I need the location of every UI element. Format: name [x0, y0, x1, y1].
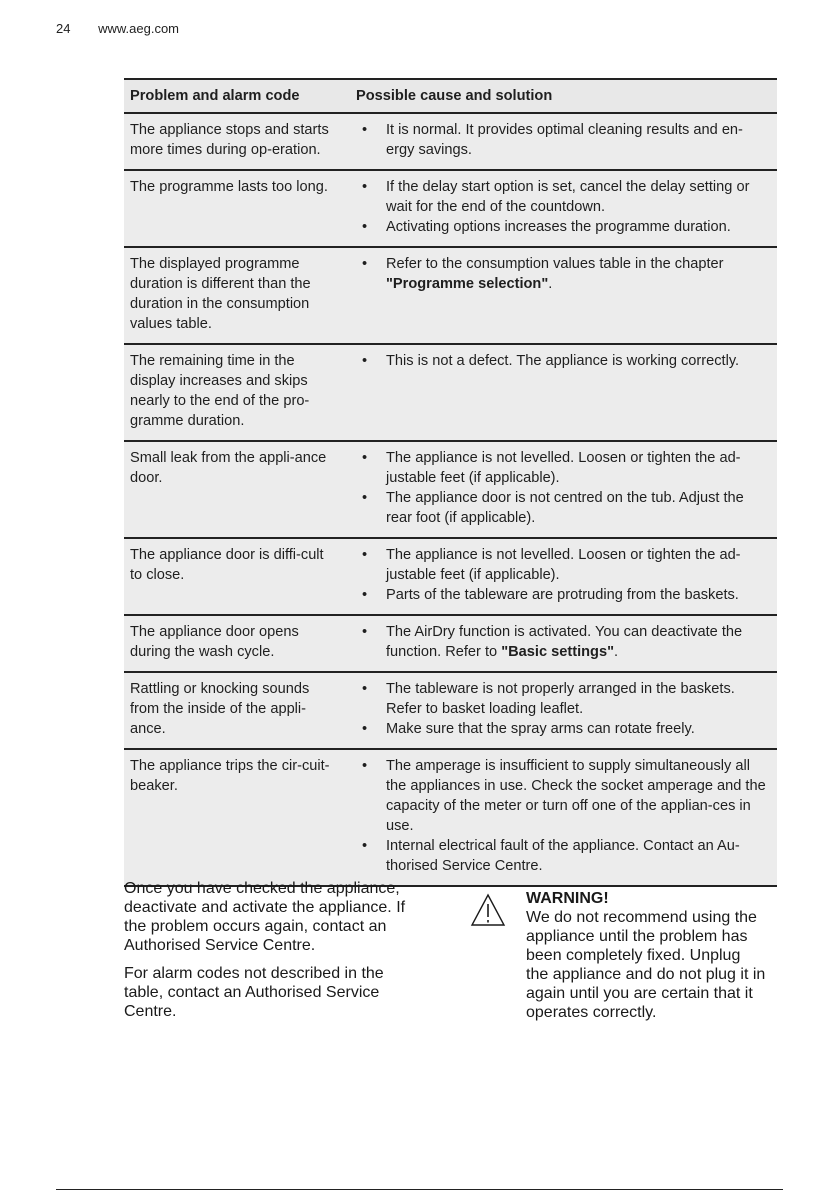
solution-text: Activating options increases the programme duration.	[386, 219, 731, 235]
solution-text: Parts of the tableware are protruding from the baskets.	[386, 587, 739, 603]
solution-text: The amperage is insufficient to supply simultaneously all the appliances in use. Check the socket amperage and the capacity of the meter or turn off one of the applian-ces in use.	[386, 758, 766, 834]
chapter-reference: "Basic settings"	[501, 644, 614, 660]
table-row	[124, 113, 777, 170]
solution-item	[362, 719, 771, 739]
solution-text: The tableware is not properly arranged in the baskets. Refer to basket loading leaflet.	[386, 681, 735, 717]
solution-list	[346, 622, 771, 662]
solution-item	[362, 585, 771, 605]
solution-cell	[340, 615, 777, 672]
warning-text: We do not recommend using the appliance until the problem has been completely fixed. Unplug the appliance and do not plug it in again until you are certain that it operates correctly.	[526, 909, 766, 1021]
solution-cell	[340, 113, 777, 170]
warning-box	[526, 889, 766, 1022]
solution-text: If the delay start option is set, cancel the delay setting or wait for the end of the countdown.	[386, 179, 750, 215]
table-row	[124, 344, 777, 441]
table-header-row	[124, 79, 777, 113]
solution-cell	[340, 672, 777, 749]
alarm-codes-paragraph: For alarm codes not described in the table, contact an Authorised Service Centre.	[124, 965, 384, 1020]
solution-cell	[340, 247, 777, 344]
solution-list	[346, 756, 771, 876]
solution-item	[362, 756, 771, 836]
solution-text: The appliance is not levelled. Loosen or tighten the ad-justable feet (if applicable).	[386, 450, 741, 486]
solution-list	[346, 679, 771, 739]
warning-title: WARNING!	[526, 890, 609, 907]
table-row	[124, 247, 777, 344]
page-number: 24	[56, 21, 71, 36]
solution-item	[362, 351, 771, 371]
table-row	[124, 672, 777, 749]
solution-cell	[340, 344, 777, 441]
solution-cell	[340, 170, 777, 247]
solution-text: It is normal. It provides optimal cleaning results and en-ergy savings.	[386, 122, 743, 158]
after-check-notes	[124, 879, 424, 1030]
solution-list	[346, 177, 771, 237]
problem-cell: Rattling or knocking sounds from the inside of the appli-ance.	[124, 672, 340, 749]
website-url: www.aeg.com	[98, 21, 180, 36]
table-row	[124, 441, 777, 538]
solution-text: This is not a defect. The appliance is working correctly.	[386, 353, 740, 369]
problem-cell: The remaining time in the display increases and skips nearly to the end of the pro-gramme duration.	[124, 344, 340, 441]
solution-text: Refer to the consumption values table in the chapter	[386, 256, 724, 272]
solution-item	[362, 622, 771, 662]
chapter-reference: "Programme selection"	[386, 276, 549, 292]
solution-text: The appliance is not levelled. Loosen or tighten the ad-justable feet (if applicable).	[386, 547, 741, 583]
solution-text: Make sure that the spray arms can rotate freely.	[386, 721, 695, 737]
solution-cell	[340, 749, 777, 886]
solution-item	[362, 177, 771, 217]
solution-text-end: .	[548, 276, 553, 292]
solution-text: Internal electrical fault of the appliance. Contact an Au-thorised Service Centre.	[386, 838, 740, 874]
solution-text-end: .	[614, 644, 619, 660]
solution-item	[362, 545, 771, 585]
solution-item	[362, 448, 771, 488]
problem-cell: The appliance door opens during the wash cycle.	[124, 615, 340, 672]
solution-item	[362, 217, 771, 237]
solution-item	[362, 488, 771, 528]
page-header	[56, 21, 179, 36]
solution-list	[346, 448, 771, 528]
solution-list	[346, 545, 771, 605]
troubleshooting-table	[124, 78, 777, 887]
problem-cell: The appliance door is diffi-cult to close.	[124, 538, 340, 615]
solution-cell	[340, 538, 777, 615]
problem-cell: The displayed programme duration is different than the duration in the consumption values table.	[124, 247, 340, 344]
check-appliance-paragraph: Once you have checked the appliance, deactivate and activate the appliance. If the problem occurs again, contact an Authorised Service Centre.	[124, 880, 406, 954]
solution-item	[362, 254, 771, 294]
table-row	[124, 615, 777, 672]
solution-cell	[340, 441, 777, 538]
table-row	[124, 170, 777, 247]
table-row	[124, 749, 777, 886]
warning-triangle-icon	[470, 893, 506, 927]
solution-list	[346, 351, 771, 371]
column-header-solution: Possible cause and solution	[340, 79, 777, 113]
problem-cell: Small leak from the appli-ance door.	[124, 441, 340, 538]
table-row	[124, 538, 777, 615]
solution-list	[346, 120, 771, 160]
solution-text: The appliance door is not centred on the tub. Adjust the rear foot (if applicable).	[386, 490, 744, 526]
solution-item	[362, 836, 771, 876]
problem-cell: The programme lasts too long.	[124, 170, 340, 247]
solution-item	[362, 120, 771, 160]
solution-list	[346, 254, 771, 294]
problem-cell: The appliance trips the cir-cuit-beaker.	[124, 749, 340, 886]
solution-text: The AirDry function is activated. You can deactivate the function. Refer to	[386, 624, 743, 660]
footer-divider	[56, 1189, 783, 1190]
column-header-problem: Problem and alarm code	[124, 79, 340, 113]
solution-item	[362, 679, 771, 719]
problem-cell: The appliance stops and starts more times during op-eration.	[124, 113, 340, 170]
